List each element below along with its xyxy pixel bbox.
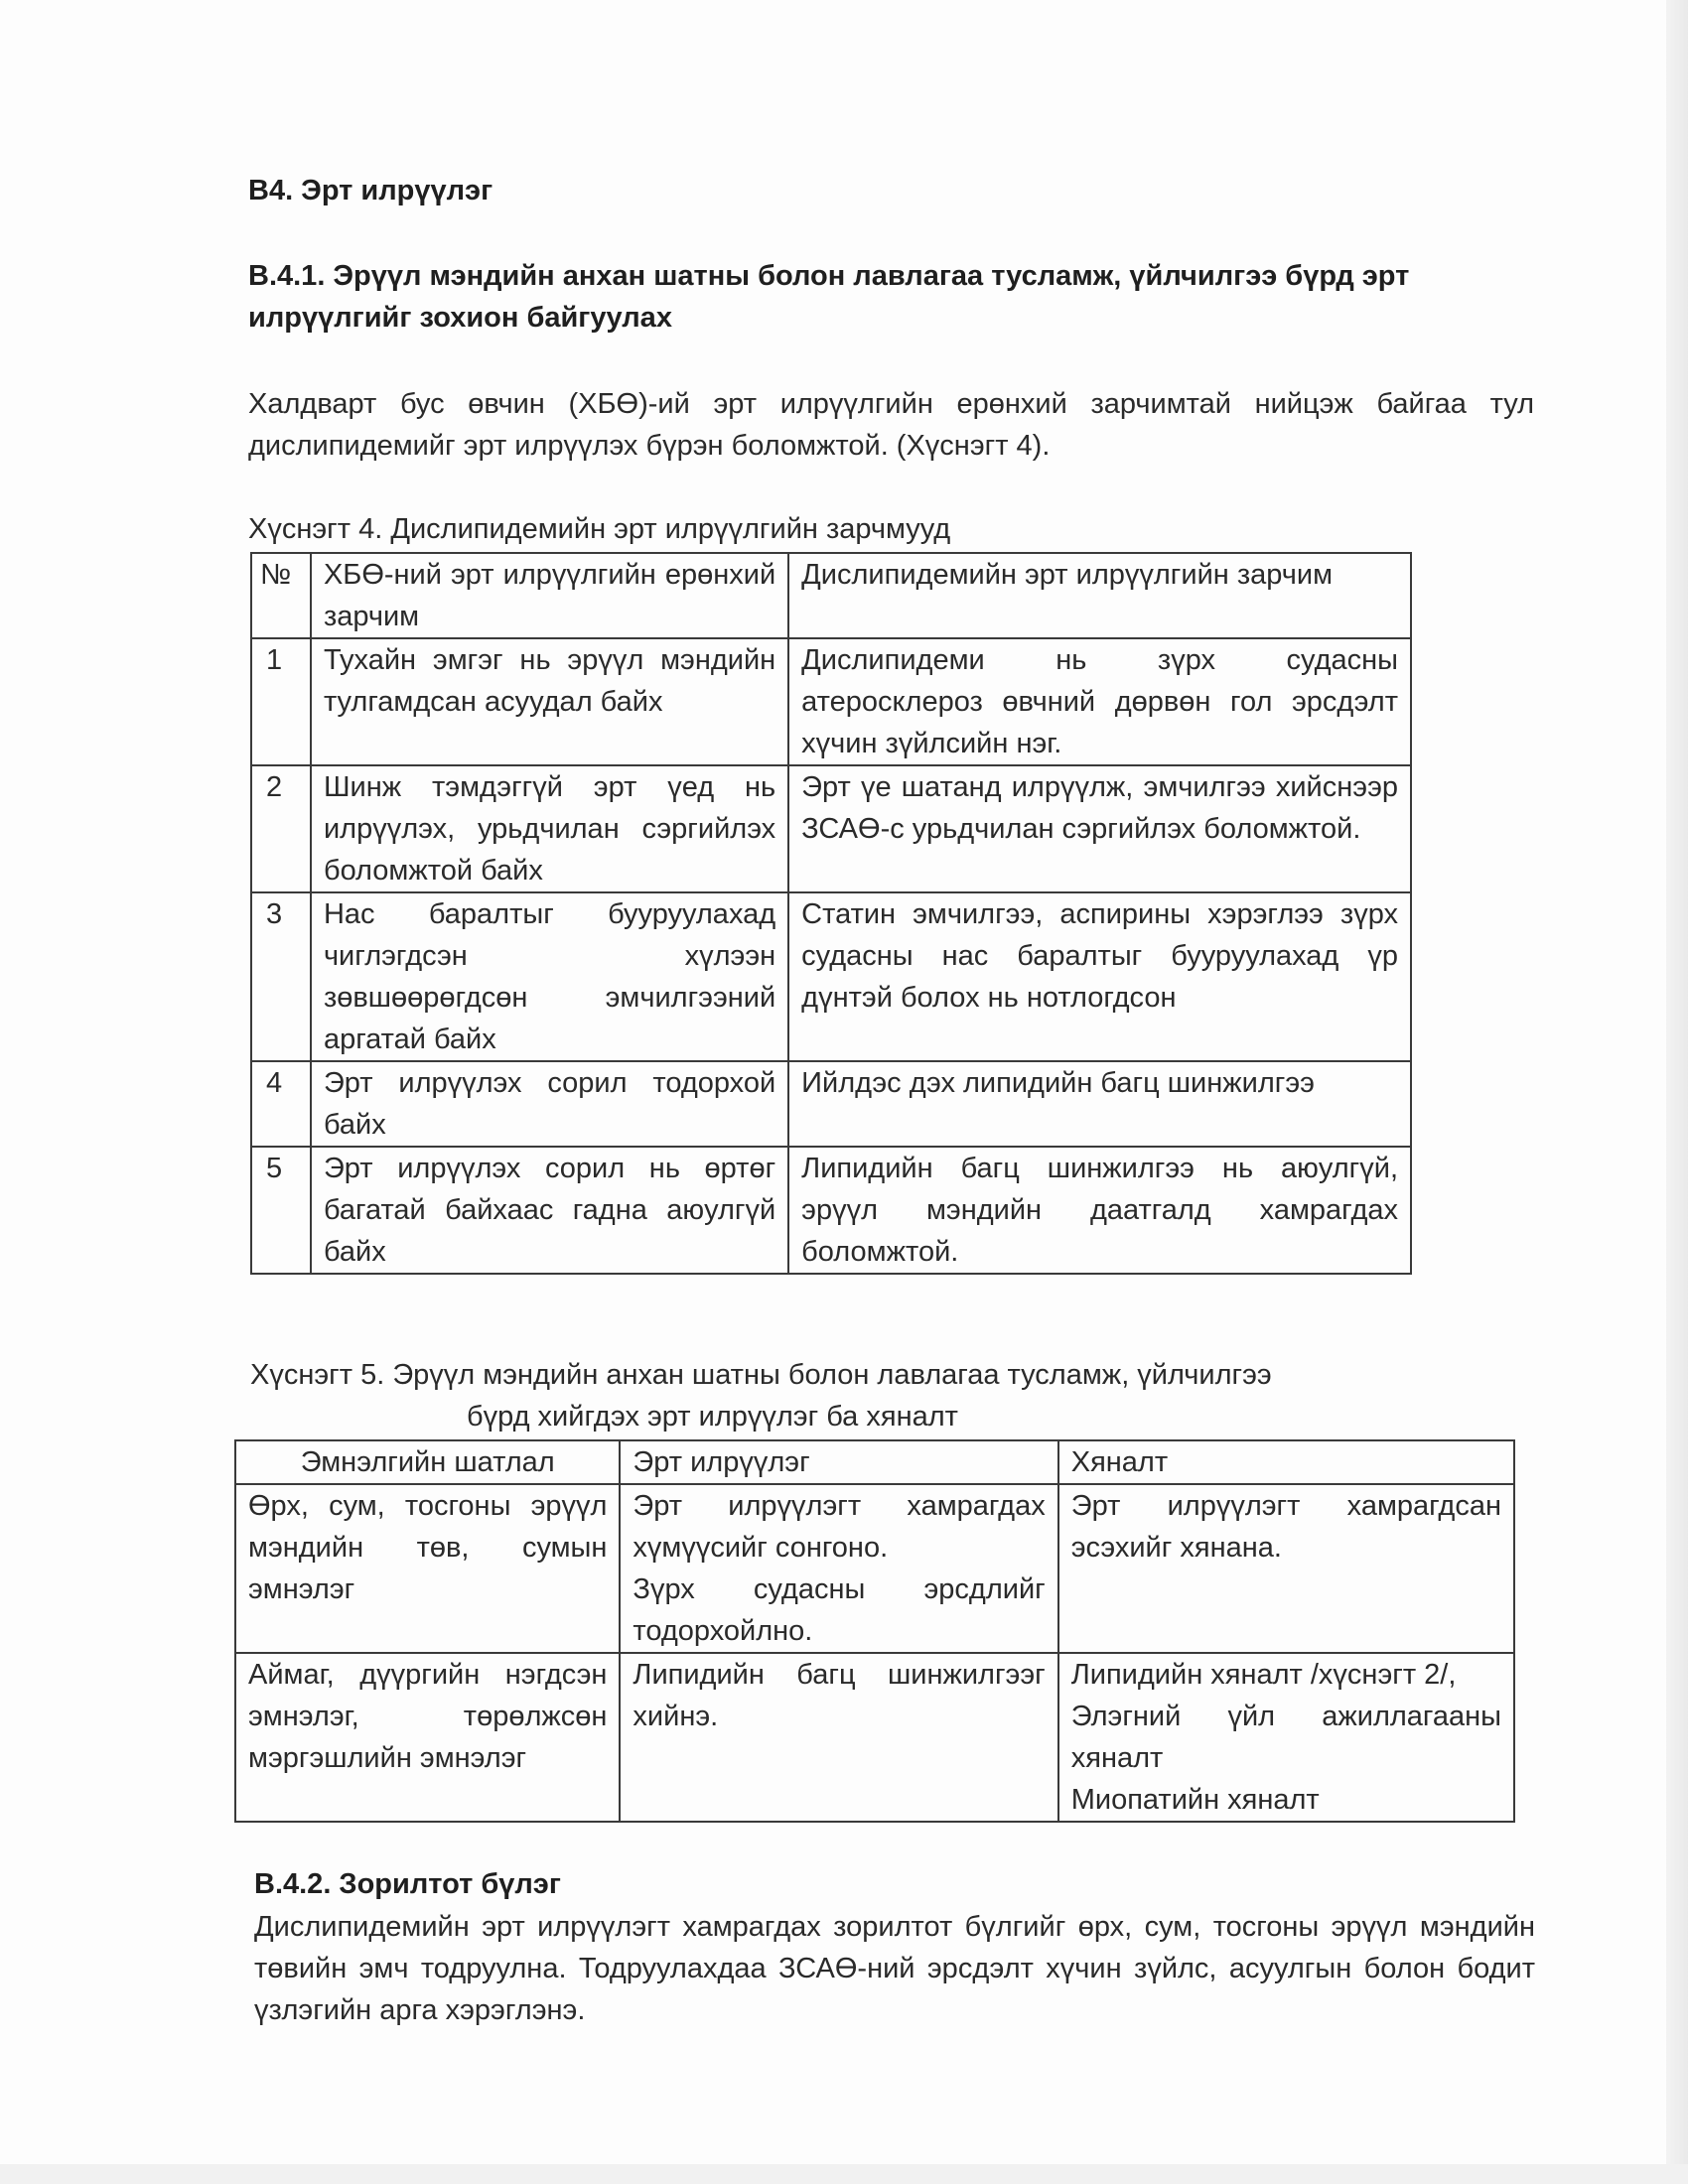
header-cell-level: Эмнэлгийн шатлал	[235, 1440, 620, 1484]
row-dyslipidemia: Статин эмчилгээ, аспирины хэрэглээ зүрх судасны нас баралтыг бууруулахад үр дүнтэй болох нь нотлогдсон	[788, 892, 1411, 1061]
header-cell-dyslipidemia: Дислипидемийн эрт илрүүлгийн зарчим	[788, 553, 1411, 638]
table5-caption-line1: Хүснэгт 5. Эрүүл мэндийн анхан шатны болон лавлагаа тусламж, үйлчилгээ	[250, 1359, 1272, 1391]
table-row	[251, 892, 1411, 1061]
screening-line: Зүрх судасны эрсдлийг тодорхойлно.	[633, 1573, 1046, 1647]
table5-caption-line2: бүрд хийгдэх эрт илрүүлэг ба хяналт	[467, 1401, 958, 1433]
row-dyslipidemia: Эрт үе шатанд илрүүлж, эмчилгээ хийснээр ЗСАӨ-с урьдчилан сэргийлэх боломжтой.	[788, 765, 1411, 892]
row-dyslipidemia: Дислипидеми нь зүрх судасны атеросклероз өвчний дөрвөн гол эрсдэлт хүчин зүйлсийн нэг.	[788, 638, 1411, 765]
row-dyslipidemia: Липидийн багц шинжилгээ нь аюулгүй, эрүүл мэндийн даатгалд хамрагдах боломжтой.	[788, 1147, 1411, 1274]
row-num: 4	[251, 1061, 311, 1147]
scan-edge-bottom	[0, 2164, 1688, 2184]
row-general: Нас баралтыг бууруулахад чиглэгдсэн хүлээн зөвшөөрөгдсөн эмчилгээний аргатай байх	[311, 892, 788, 1061]
subsection-heading-line2: илрүүлгийг зохион байгуулах	[248, 302, 672, 334]
table-header-row	[251, 553, 1411, 638]
table-row	[251, 765, 1411, 892]
row-general: Тухайн эмгэг нь эрүүл мэндийн тулгамдсан асуудал байх	[311, 638, 788, 765]
monitoring-line: Липидийн хяналт /хүснэгт 2/,	[1070, 1659, 1457, 1691]
row-num: 1	[251, 638, 311, 765]
table4	[250, 552, 1412, 1275]
table-row	[251, 1147, 1411, 1274]
monitoring-line: Эрт илрүүлэгт хамрагдсан эсэхийг хянана.	[1070, 1490, 1501, 1564]
row-screening	[620, 1484, 1057, 1653]
monitoring-line: Миопатийн хяналт	[1070, 1784, 1320, 1816]
row-general: Эрт илрүүлэх сорил тодорхой байх	[311, 1061, 788, 1147]
row-general: Шинж тэмдэггүй эрт үед нь илрүүлэх, урьдчилан сэргийлэх боломжтой байх	[311, 765, 788, 892]
table4-caption: Хүснэгт 4. Дислипидемийн эрт илрүүлгийн зарчмууд	[248, 513, 951, 545]
row-num: 2	[251, 765, 311, 892]
row-monitoring	[1058, 1484, 1514, 1653]
section-heading: B4. Эрт илрүүлэг	[248, 175, 493, 206]
row-screening	[620, 1653, 1057, 1822]
table5	[234, 1439, 1515, 1823]
subsection2-heading: B.4.2. Зорилтот бүлэг	[254, 1868, 561, 1900]
header-cell-monitoring: Хяналт	[1058, 1440, 1514, 1484]
monitoring-line: Элэгний үйл ажиллагааны хяналт	[1070, 1701, 1501, 1774]
screening-line: Эрт илрүүлэгт хамрагдах хүмүүсийг сонгоно.	[633, 1490, 1046, 1564]
row-general: Эрт илрүүлэх сорил нь өртөг багатай байхаас гадна аюулгүй байх	[311, 1147, 788, 1274]
row-level: Өрх, сум, тосгоны эрүүл мэндийн төв, сумын эмнэлэг	[235, 1484, 620, 1653]
table-row	[251, 1061, 1411, 1147]
header-cell-general: ХБӨ-ний эрт илрүүлгийн ерөнхий зарчим	[311, 553, 788, 638]
table-row	[235, 1484, 1514, 1653]
table-row	[251, 638, 1411, 765]
row-dyslipidemia: Ийлдэс дэх липидийн багц шинжилгээ	[788, 1061, 1411, 1147]
table-row	[235, 1653, 1514, 1822]
row-monitoring	[1058, 1653, 1514, 1822]
screening-line: Липидийн багц шинжилгээг хийнэ.	[633, 1659, 1046, 1732]
header-cell-num: №	[251, 553, 311, 638]
scan-edge	[1666, 0, 1688, 2184]
subsection2-paragraph: Дислипидемийн эрт илрүүлэгт хамрагдах зорилтот бүлгийг өрх, сум, тосгоны эрүүл мэндийн төвийн эмч тодруулна. Тодруулахдаа ЗСАӨ-ний эрсдэлт хүчин зүйлс, асуулгын болон бодит үзлэгийн арга хэрэглэнэ.	[254, 1911, 1535, 2026]
row-num: 5	[251, 1147, 311, 1274]
row-level: Аймаг, дүүргийн нэгдсэн эмнэлэг, төрөлжсөн мэргэшлийн эмнэлэг	[235, 1653, 620, 1822]
row-num: 3	[251, 892, 311, 1061]
header-cell-screening: Эрт илрүүлэг	[620, 1440, 1057, 1484]
subsection-heading-line1: B.4.1. Эрүүл мэндийн анхан шатны болон лавлагаа тусламж, үйлчилгээ бүрд эрт	[248, 260, 1410, 292]
table-header-row	[235, 1440, 1514, 1484]
intro-paragraph: Халдварт бус өвчин (ХБӨ)-ий эрт илрүүлгийн ерөнхий зарчимтай нийцэж байгаа тул дислипидемийг эрт илрүүлэх бүрэн боломжтой. (Хүснэгт 4).	[248, 388, 1534, 462]
